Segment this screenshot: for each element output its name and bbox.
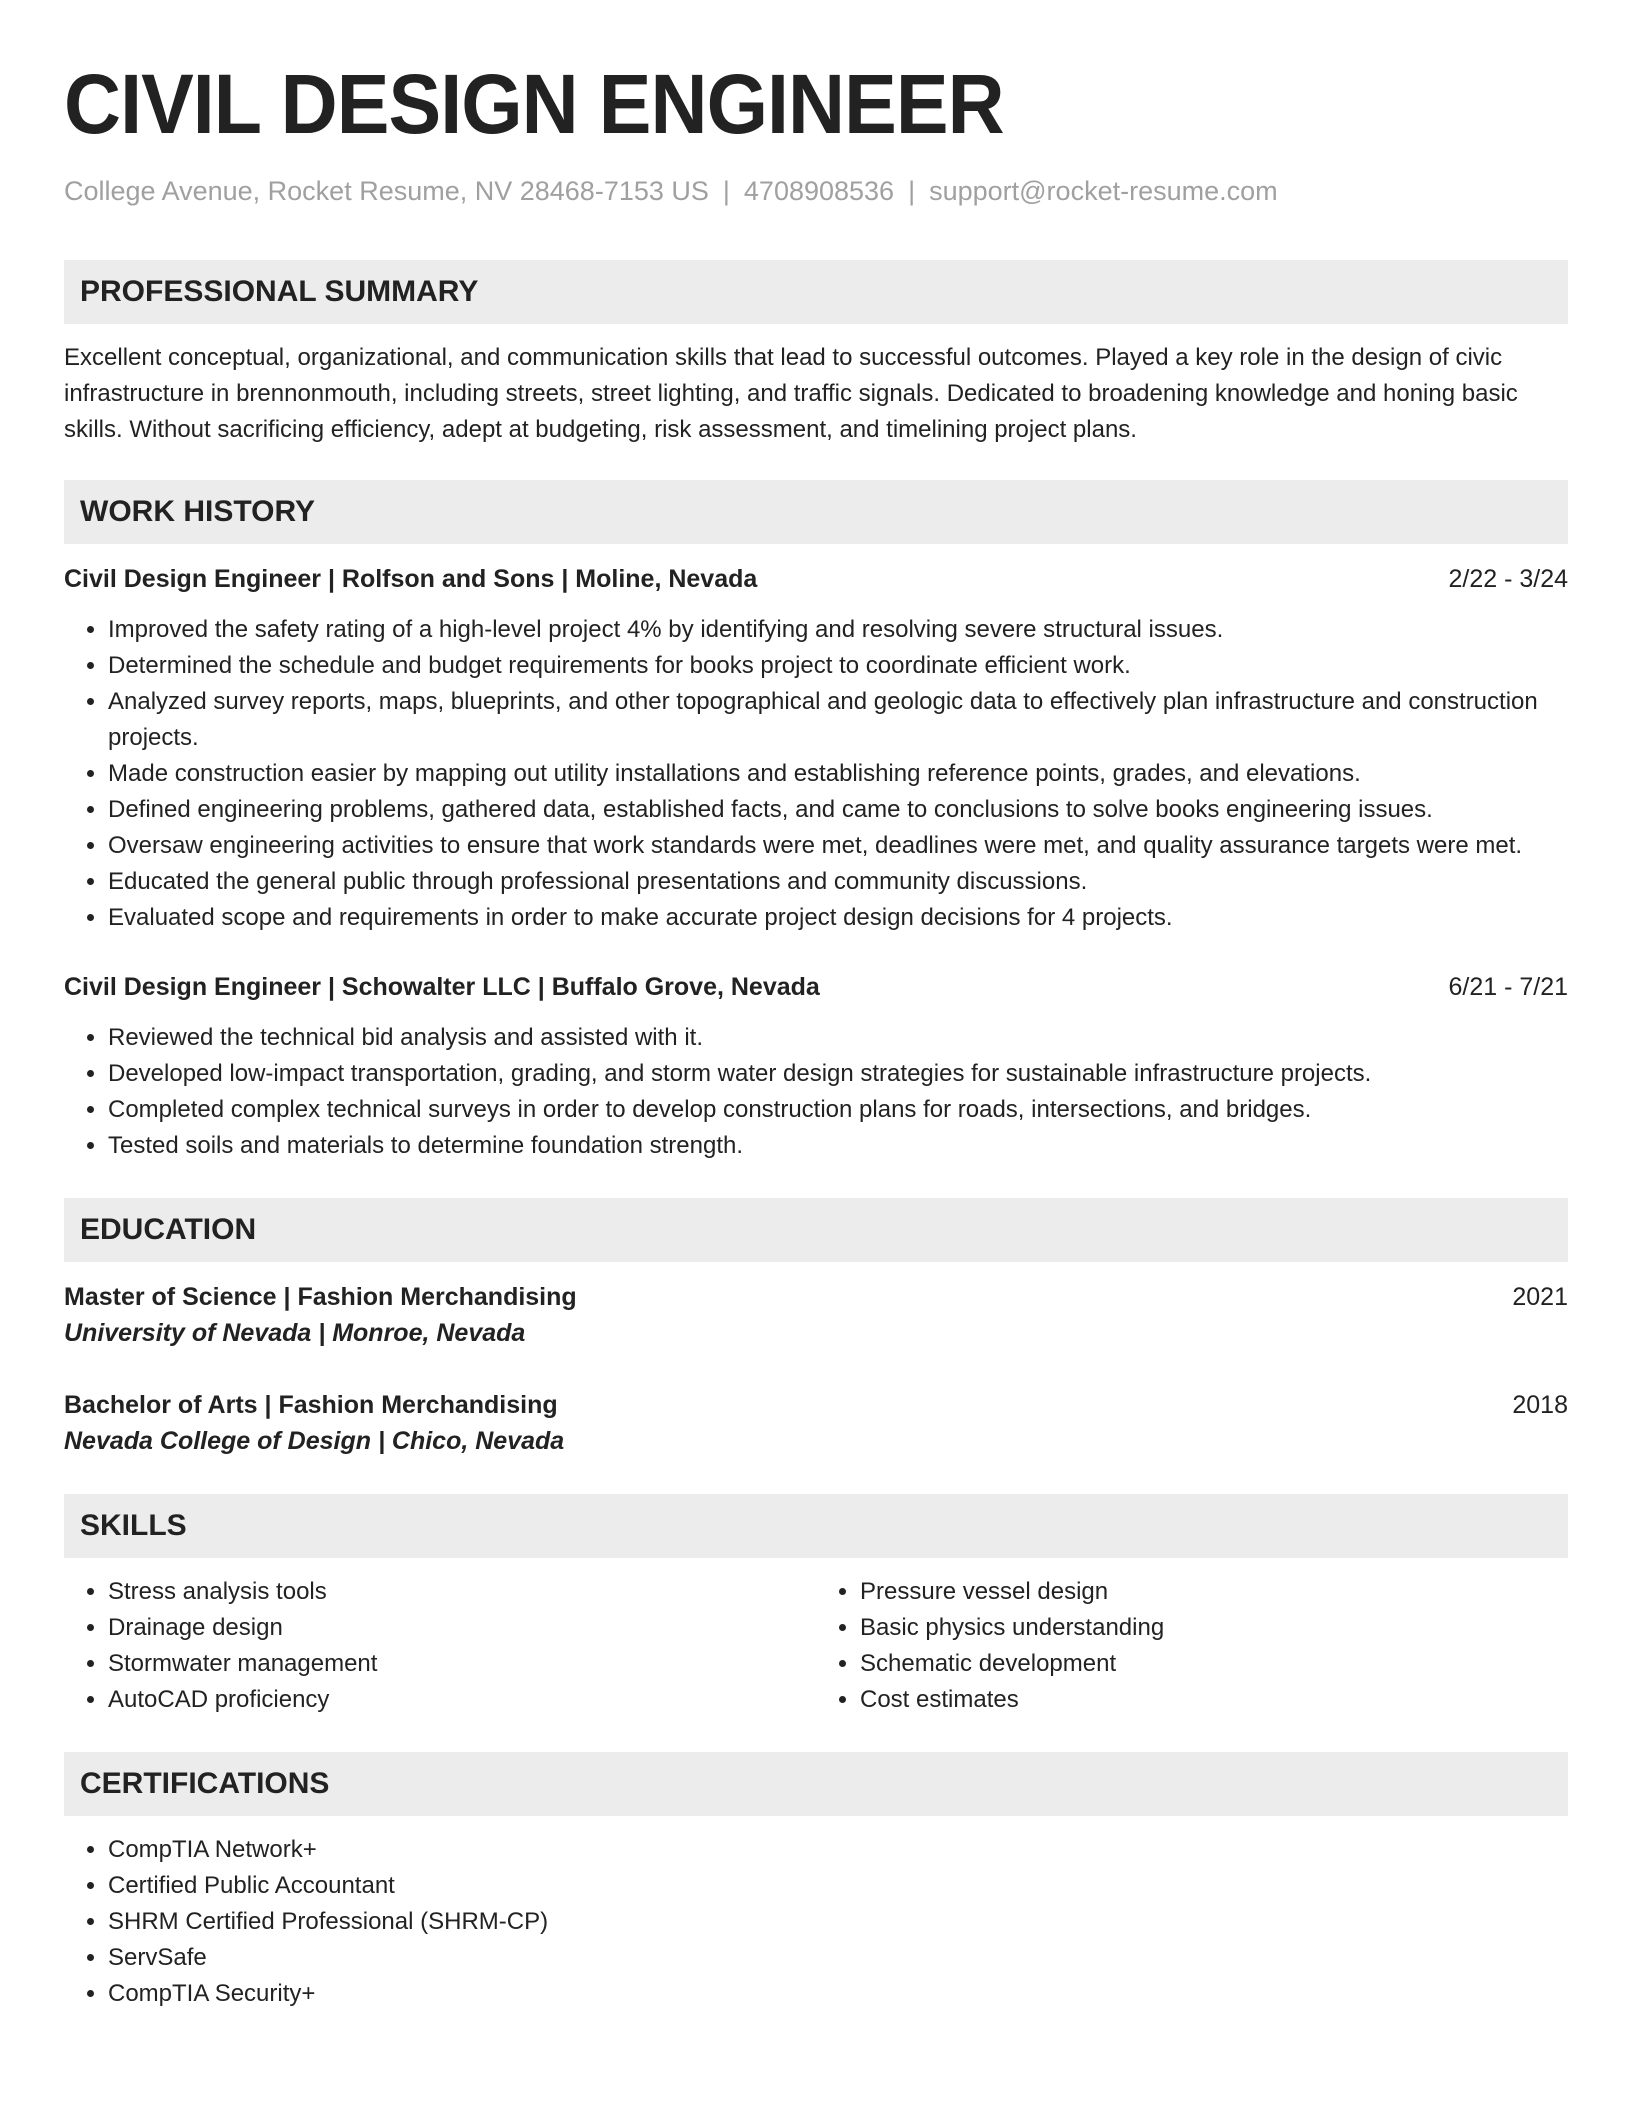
education-entry [64,1388,1568,1460]
education-year: 2018 [1512,1391,1568,1419]
section-heading-work-history: WORK HISTORY [64,480,1568,544]
job-bullet: • Developed low-impact transportation, grading, and storm water design strategies for sustainable infrastructure projects. [108,1056,1568,1092]
job-header [64,562,1568,596]
skills-column-right [816,1574,1568,1718]
job-bullets [64,612,1568,936]
education-header [64,1280,1568,1314]
job-bullet: • Evaluated scope and requirements in order to make accurate project design decisions for 4 projects. [108,900,1568,936]
contact-line [64,174,1568,208]
education-entry [64,1280,1568,1352]
certifications-list [64,1832,1568,2012]
job-bullet: • Completed complex technical surveys in order to develop construction plans for roads, intersections, and bridges. [108,1092,1568,1128]
skill-item: • Stormwater management [108,1646,816,1682]
job-bullet: • Analyzed survey reports, maps, blueprints, and other topographical and geologic data to effectively plan infrastructure and construction projects. [108,684,1568,756]
job-bullets [64,1020,1568,1164]
job-title: Civil Design Engineer | Rolfson and Sons | Moline, Nevada [64,565,758,593]
section-heading-skills: SKILLS [64,1494,1568,1558]
education-school: University of Nevada | Monroe, Nevada [64,1319,526,1347]
contact-email: support@rocket-resume.com [929,176,1278,206]
skills-grid [64,1574,1568,1718]
job-bullet: • Reviewed the technical bid analysis and assisted with it. [108,1020,1568,1056]
certification-item: • Certified Public Accountant [108,1868,1568,1904]
job-entry [64,562,1568,936]
summary-text: Excellent conceptual, organizational, and communication skills that lead to successful outcomes. Played a key role in the design of civic infrastructure in brennonmouth, including streets, street lighting, and traffic signals. Dedicated to broadening knowledge and honing basic skills. Without sacrificing efficiency, adept at budgeting, risk assessment, and timelining project plans. [64,344,1518,443]
job-dates: 6/21 - 7/21 [1448,973,1568,1001]
skill-item: • Stress analysis tools [108,1574,816,1610]
contact-address: College Avenue, Rocket Resume, NV 28468-7153 US [64,176,709,206]
certification-item: • CompTIA Network+ [108,1832,1568,1868]
certification-item: • SHRM Certified Professional (SHRM-CP) [108,1904,1568,1940]
job-bullet: • Tested soils and materials to determine foundation strength. [108,1128,1568,1164]
education-school: Nevada College of Design | Chico, Nevada [64,1427,565,1455]
section-heading-certifications: CERTIFICATIONS [64,1752,1568,1816]
education-degree: Bachelor of Arts | Fashion Merchandising [64,1391,558,1419]
skill-item: • Schematic development [860,1646,1568,1682]
job-bullet: • Made construction easier by mapping out utility installations and establishing reference points, grades, and elevations. [108,756,1568,792]
education-header [64,1388,1568,1422]
skill-item: • Basic physics understanding [860,1610,1568,1646]
skill-item: • AutoCAD proficiency [108,1682,816,1718]
skill-item: • Pressure vessel design [860,1574,1568,1610]
job-bullet: • Defined engineering problems, gathered data, established facts, and came to conclusions to solve books engineering issues. [108,792,1568,828]
contact-phone: 4708908536 [743,176,895,206]
education-year: 2021 [1512,1283,1568,1311]
skill-item: • Drainage design [108,1610,816,1646]
skills-column-left [64,1574,816,1718]
job-header [64,970,1568,1004]
job-bullet: • Oversaw engineering activities to ensure that work standards were met, deadlines were met, and quality assurance targets were met. [108,828,1568,864]
education-degree: Master of Science | Fashion Merchandising [64,1283,577,1311]
contact-separator: | [722,176,730,206]
job-entry [64,970,1568,1164]
job-dates: 2/22 - 3/24 [1448,565,1568,593]
section-heading-summary: PROFESSIONAL SUMMARY [64,260,1568,324]
contact-separator: | [908,176,916,206]
section-heading-education: EDUCATION [64,1198,1568,1262]
job-bullet: • Improved the safety rating of a high-level project 4% by identifying and resolving severe structural issues. [108,612,1568,648]
certification-item: • CompTIA Security+ [108,1976,1568,2012]
job-bullet: • Educated the general public through professional presentations and community discussions. [108,864,1568,900]
certification-item: • ServSafe [108,1940,1568,1976]
skill-item: • Cost estimates [860,1682,1568,1718]
resume-name: CIVIL DESIGN ENGINEER [64,57,1004,151]
job-bullet: • Determined the schedule and budget requirements for books project to coordinate efficient work. [108,648,1568,684]
job-title: Civil Design Engineer | Schowalter LLC | Buffalo Grove, Nevada [64,973,820,1001]
